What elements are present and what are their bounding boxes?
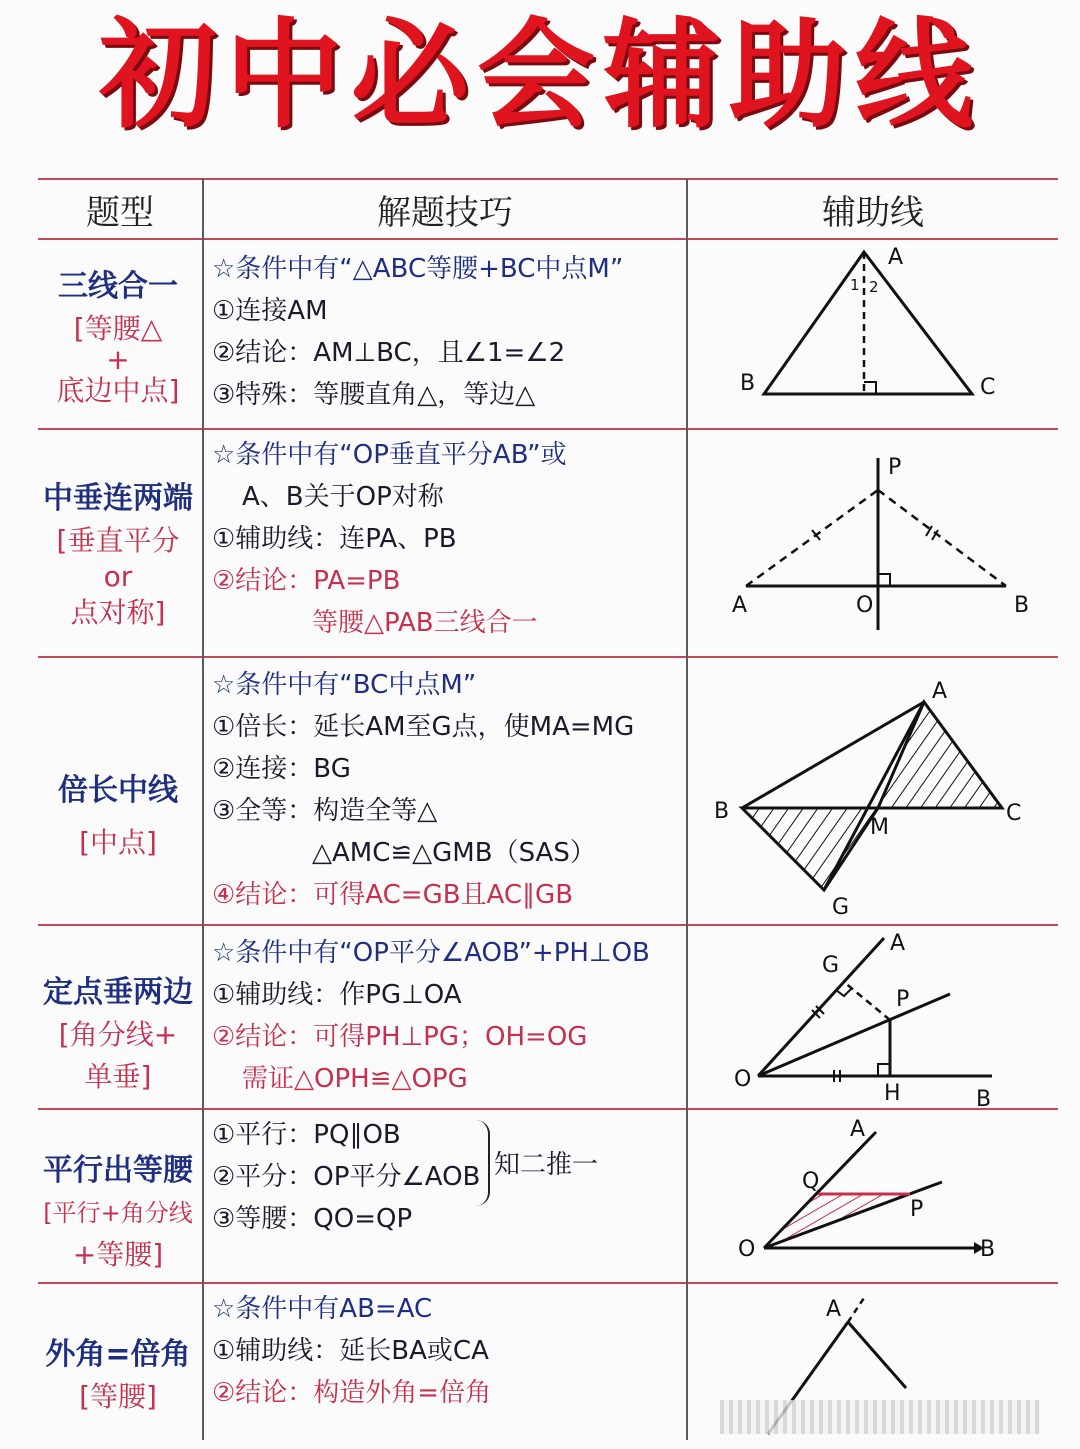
figure-perpendicular-bisector (688, 430, 1058, 656)
row-2-technique (212, 434, 682, 644)
technique-line: 等腰△PAB三线合一 (312, 608, 538, 638)
row-3-type (38, 770, 198, 864)
technique-line: ②结论：PA=PB (212, 566, 401, 596)
type-sub: 单垂] (84, 1060, 152, 1093)
row-5-technique (212, 1114, 682, 1240)
row-4-type (38, 972, 198, 1098)
type-sub: [中点] (79, 826, 157, 859)
technique-line: A、B关于OP对称 (242, 482, 444, 512)
technique-line: ☆条件中有AB=AC (212, 1294, 433, 1324)
label-g: G (822, 953, 840, 978)
brace-note: 知二推一 (494, 1150, 599, 1180)
label-a: A (932, 679, 948, 704)
triangle-abc (764, 252, 972, 394)
column-divider-1 (202, 178, 204, 1440)
technique-line: ②结论：可得PH⊥PG；OH=OG (212, 1022, 588, 1052)
right-angle-mark (864, 382, 876, 394)
type-sub: [平行+角分线 (43, 1199, 193, 1227)
row-1-technique (212, 248, 682, 416)
type-name: 外角=倍角 (45, 1337, 191, 1372)
row-1-type (38, 266, 198, 412)
technique-line: ②平分：OP平分∠AOB (212, 1162, 481, 1192)
page-title: 初中必会辅助线 (98, 6, 981, 144)
technique-line: ②结论：构造外角=倍角 (212, 1378, 492, 1408)
technique-line: △AMC≌△GMB（SAS） (312, 838, 596, 868)
label-c: C (980, 375, 996, 400)
type-sub: 点对称] (70, 596, 166, 629)
type-sub: [角分线+ (58, 1018, 178, 1051)
type-name: 定点垂两边 (43, 975, 193, 1010)
row-4-technique (212, 932, 682, 1100)
technique-line: ③全等：构造全等△ (212, 796, 438, 826)
label-angle-1: 1 (850, 276, 860, 294)
type-sub: +等腰] (72, 1238, 164, 1271)
extension-ba (848, 1298, 864, 1322)
watermark (720, 1400, 1040, 1434)
ray-oa (764, 1132, 876, 1248)
header-aux: 辅助线 (822, 193, 924, 233)
label-b: B (980, 1237, 996, 1262)
header-type: 题型 (86, 193, 154, 233)
technique-line: ☆条件中有“OP平分∠AOB”+PH⊥OB (212, 938, 650, 968)
figure-isosceles-triangle (688, 240, 1058, 428)
technique-line: ③特殊：等腰直角△，等边△ (212, 380, 536, 410)
segment-pb (878, 490, 1006, 586)
right-angle-mark (878, 574, 890, 586)
label-p: P (888, 455, 902, 480)
tick-pa (812, 530, 820, 540)
label-o: O (738, 1237, 756, 1262)
technique-line: ①倍长：延长AM至G点，使MA=MG (212, 712, 635, 742)
label-p: P (896, 987, 910, 1012)
label-a: A (888, 245, 904, 270)
technique-line: ☆条件中有“△ABC等腰+BC中点M” (212, 254, 624, 284)
type-sub: 底边中点] (56, 374, 180, 407)
label-b: B (740, 371, 756, 396)
technique-line: ④结论：可得AC=GB且AC∥GB (212, 880, 574, 910)
label-q: Q (802, 1169, 820, 1194)
technique-line: ①连接AM (212, 296, 328, 326)
technique-line: ②结论：AM⊥BC，且∠1=∠2 (212, 338, 566, 368)
label-h: H (884, 1081, 901, 1106)
figure-angle-bisector-perpendiculars (688, 926, 1058, 1112)
label-b: B (976, 1087, 992, 1112)
type-sub: [等腰] (79, 1380, 157, 1413)
label-a: A (826, 1297, 842, 1322)
technique-line: ③等腰：QO=QP (212, 1204, 413, 1234)
hatched-triangle-gmb (742, 808, 878, 890)
label-m: M (870, 815, 889, 840)
ray-op (758, 994, 950, 1076)
label-angle-2: 2 (869, 278, 879, 296)
label-a: A (732, 593, 748, 618)
row-3-technique (212, 664, 682, 916)
row-2-type (38, 478, 198, 634)
technique-line: 需证△OPH≌△OPG (242, 1064, 468, 1094)
segment-pa (746, 490, 878, 586)
type-name: 倍长中线 (58, 773, 178, 808)
figure-double-median (688, 658, 1058, 924)
technique-line: ☆条件中有“OP垂直平分AB”或 (212, 440, 567, 470)
row-6-technique (212, 1288, 682, 1414)
technique-line: ①平行：PQ∥OB (212, 1120, 401, 1150)
right-angle-mark-h (878, 1064, 890, 1076)
technique-line: ①辅助线：作PG⊥OA (212, 980, 462, 1010)
row-6-type (38, 1334, 198, 1418)
technique-line: ☆条件中有“BC中点M” (212, 670, 477, 700)
technique-line: ①辅助线：延长BA或CA (212, 1336, 489, 1366)
ray-oa (758, 938, 884, 1076)
row-5-type (38, 1150, 198, 1276)
label-o: O (856, 593, 874, 618)
label-c: C (1006, 801, 1022, 826)
brace (470, 1120, 490, 1206)
label-o: O (734, 1067, 752, 1092)
type-sub: or (103, 560, 133, 593)
label-b: B (714, 799, 730, 824)
label-a: A (890, 931, 906, 956)
type-name: 三线合一 (58, 269, 178, 304)
label-b: B (1014, 593, 1030, 618)
technique-line: ②连接：BG (212, 754, 351, 784)
type-name: 中垂连两端 (43, 481, 193, 516)
label-a: A (850, 1117, 866, 1142)
type-name: 平行出等腰 (43, 1153, 193, 1188)
label-g: G (832, 895, 850, 920)
type-sub: + (106, 343, 130, 376)
figure-parallel-isosceles (688, 1110, 1058, 1282)
header-technique: 解题技巧 (377, 193, 513, 233)
segment-ac (848, 1322, 906, 1388)
technique-line: ①辅助线：连PA、PB (212, 524, 457, 554)
type-sub: [垂直平分 (56, 524, 180, 557)
type-sub: [等腰△ (73, 312, 163, 345)
label-p: P (910, 1197, 924, 1222)
